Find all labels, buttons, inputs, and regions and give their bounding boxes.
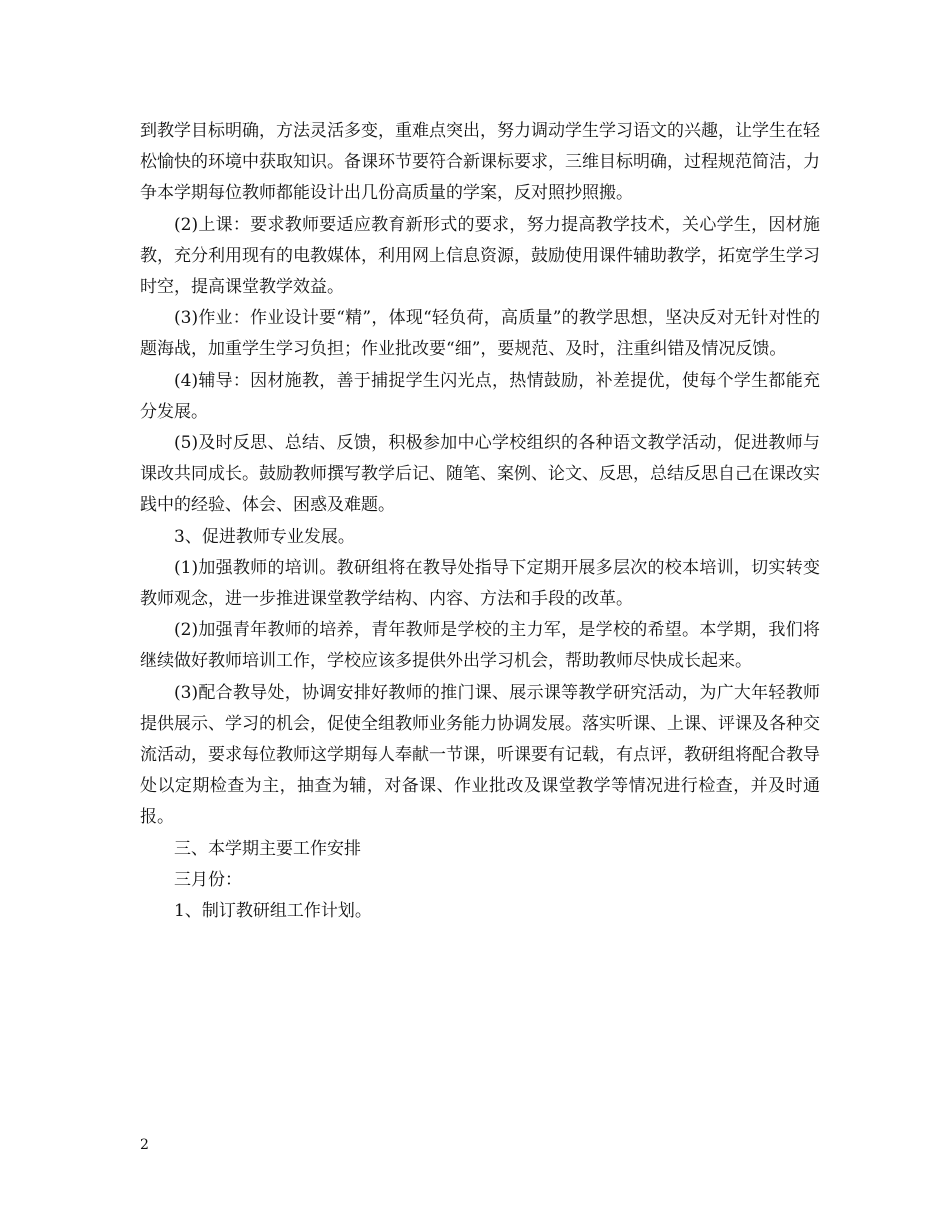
page-number: 2 <box>140 1137 149 1153</box>
paragraph-4: (4)辅导：因材施教，善于捕捉学生闪光点，热情鼓励，补差提优，使每个学生都能充分发展。 <box>140 370 820 422</box>
paragraph-3: (3)作业：作业设计要“精”，体现“轻负荷，高质量”的教学思想，坚决反对无针对性的题海战，加重学生学习负担；作业批改要“细”，要规范、及时，注重纠错及情况反馈。 <box>140 308 820 360</box>
paragraph-9: (3)配合教导处，协调安排好教师的推门课、展示课等教学研究活动，为广大年轻教师提供展示、学习的机会，促使全组教师业务能力协调发展。落实听课、上课、评课及各种交流活动，要求每位教师这学期每人奉献一节课，听课要有记载，有点评，教研组将配合教导处以定期检查为主，抽查为辅，对备课、作业批改及课堂教学等情况进行检查，并及时通报。 <box>140 682 820 828</box>
section-heading: 三、本学期主要工作安排 <box>174 838 361 859</box>
paragraph-2: (2)上课：要求教师要适应教育新形式的要求，努力提高教学技术，关心学生，因材施教，充分利用现有的电教媒体，利用网上信息资源，鼓励使用课件辅助教学，拓宽学生学习时空，提高课堂教学效益。 <box>140 214 820 298</box>
paragraph-1: 到教学目标明确，方法灵活多变，重难点突出，努力调动学生学习语文的兴趣，让学生在轻松愉快的环境中获取知识。备课环节要符合新课标要求，三维目标明确，过程规范简洁，力争本学期每位教师都能设计出几份高质量的学案，反对照抄照搬。 <box>140 121 820 204</box>
paragraph-5: (5)及时反思、总结、反馈，积极参加中心学校组织的各种语文教学活动，促进教师与课改共同成长。鼓励教师撰写教学后记、随笔、案例、论文、反思，总结反思自己在课改实践中的经验、体会、困惑及难题。 <box>140 433 820 516</box>
task-item-1: 1、制订教研组工作计划。 <box>174 901 372 922</box>
paragraph-8: (2)加强青年教师的培养，青年教师是学校的主力军，是学校的希望。本学期，我们将继续做好教师培训工作，学校应该多提供外出学习机会，帮助教师尽快成长起来。 <box>140 620 820 672</box>
body-text <box>140 116 820 927</box>
paragraph-6: 3、促进教师专业发展。 <box>174 526 355 547</box>
month-label: 三月份： <box>174 869 242 890</box>
paragraph-7: (1)加强教师的培训。教研组将在教导处指导下定期开展多层次的校本培训，切实转变教师观念，进一步推进课堂教学结构、内容、方法和手段的改革。 <box>140 557 820 610</box>
